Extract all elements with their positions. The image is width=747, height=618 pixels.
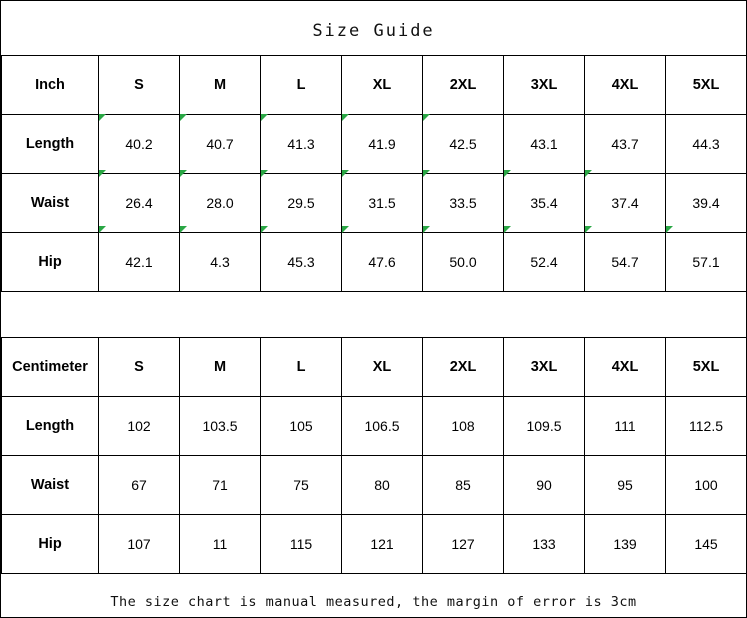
column-header-2xl: 2XL xyxy=(423,56,504,115)
page-title: Size Guide xyxy=(312,21,435,41)
cell-inch-length-s: 40.2 xyxy=(99,115,180,174)
table-row xyxy=(2,456,747,515)
cell-inch-length-m: 40.7 xyxy=(180,115,261,174)
cell-cm-length-l: 105 xyxy=(261,397,342,456)
table-row xyxy=(2,115,747,174)
table-header-row xyxy=(2,56,747,115)
cell-cm-waist-4xl: 95 xyxy=(585,456,666,515)
row-label-length: Length xyxy=(2,115,99,174)
table-row xyxy=(2,174,747,233)
table-row xyxy=(2,397,747,456)
cell-inch-waist-3xl: 35.4 xyxy=(504,174,585,233)
column-header-cm-4xl: 4XL xyxy=(585,338,666,397)
column-header-xl: XL xyxy=(342,56,423,115)
cell-inch-waist-5xl: 39.4 xyxy=(666,174,747,233)
cell-inch-length-2xl: 42.5 xyxy=(423,115,504,174)
cell-cm-waist-s: 67 xyxy=(99,456,180,515)
cell-cm-hip-2xl: 127 xyxy=(423,515,504,574)
row-label-cm-waist: Waist xyxy=(2,456,99,515)
column-header-s: S xyxy=(99,56,180,115)
row-label-cm-hip: Hip xyxy=(2,515,99,574)
cell-inch-waist-m: 28.0 xyxy=(180,174,261,233)
cell-cm-length-5xl: 112.5 xyxy=(666,397,747,456)
column-header-3xl: 3XL xyxy=(504,56,585,115)
cell-cm-length-4xl: 111 xyxy=(585,397,666,456)
cell-cm-length-s: 102 xyxy=(99,397,180,456)
cell-cm-hip-4xl: 139 xyxy=(585,515,666,574)
cell-inch-hip-l: 45.3 xyxy=(261,233,342,292)
cell-inch-waist-l: 29.5 xyxy=(261,174,342,233)
column-header-5xl: 5XL xyxy=(666,56,747,115)
column-header-cm-3xl: 3XL xyxy=(504,338,585,397)
cell-inch-hip-3xl: 52.4 xyxy=(504,233,585,292)
column-header-cm-l: L xyxy=(261,338,342,397)
cell-inch-hip-s: 42.1 xyxy=(99,233,180,292)
table-row xyxy=(2,515,747,574)
cell-inch-waist-4xl: 37.4 xyxy=(585,174,666,233)
column-header-cm-s: S xyxy=(99,338,180,397)
cell-cm-hip-m: 11 xyxy=(180,515,261,574)
cell-cm-waist-5xl: 100 xyxy=(666,456,747,515)
cell-inch-length-4xl: 43.7 xyxy=(585,115,666,174)
column-header-m: M xyxy=(180,56,261,115)
cell-cm-waist-3xl: 90 xyxy=(504,456,585,515)
table-row xyxy=(2,233,747,292)
cell-cm-hip-3xl: 133 xyxy=(504,515,585,574)
cell-cm-length-xl: 106.5 xyxy=(342,397,423,456)
cell-cm-hip-xl: 121 xyxy=(342,515,423,574)
cell-inch-length-5xl: 44.3 xyxy=(666,115,747,174)
column-header-cm-xl: XL xyxy=(342,338,423,397)
cell-cm-length-m: 103.5 xyxy=(180,397,261,456)
column-header-cm-2xl: 2XL xyxy=(423,338,504,397)
cell-inch-length-3xl: 43.1 xyxy=(504,115,585,174)
cell-cm-hip-s: 107 xyxy=(99,515,180,574)
cell-cm-waist-xl: 80 xyxy=(342,456,423,515)
row-label-hip: Hip xyxy=(2,233,99,292)
size-table-inch xyxy=(1,55,747,292)
cell-cm-hip-5xl: 145 xyxy=(666,515,747,574)
unit-label-centimeter: Centimeter xyxy=(2,338,99,397)
cell-inch-length-l: 41.3 xyxy=(261,115,342,174)
row-label-waist: Waist xyxy=(2,174,99,233)
column-header-4xl: 4XL xyxy=(585,56,666,115)
cell-inch-hip-2xl: 50.0 xyxy=(423,233,504,292)
measurement-note: The size chart is manual measured, the margin of error is 3cm xyxy=(110,594,637,610)
cell-inch-waist-2xl: 33.5 xyxy=(423,174,504,233)
cell-inch-length-xl: 41.9 xyxy=(342,115,423,174)
cell-inch-hip-4xl: 54.7 xyxy=(585,233,666,292)
cell-cm-length-3xl: 109.5 xyxy=(504,397,585,456)
cell-inch-hip-m: 4.3 xyxy=(180,233,261,292)
size-table-centimeter xyxy=(1,337,747,574)
cell-cm-waist-2xl: 85 xyxy=(423,456,504,515)
cell-inch-waist-s: 26.4 xyxy=(99,174,180,233)
cell-inch-waist-xl: 31.5 xyxy=(342,174,423,233)
cell-cm-hip-l: 115 xyxy=(261,515,342,574)
unit-label-inch: Inch xyxy=(2,56,99,115)
cell-cm-waist-l: 75 xyxy=(261,456,342,515)
cell-inch-hip-xl: 47.6 xyxy=(342,233,423,292)
table-header-row xyxy=(2,338,747,397)
row-label-cm-length: Length xyxy=(2,397,99,456)
cell-cm-length-2xl: 108 xyxy=(423,397,504,456)
cell-inch-hip-5xl: 57.1 xyxy=(666,233,747,292)
column-header-cm-m: M xyxy=(180,338,261,397)
column-header-l: L xyxy=(261,56,342,115)
column-header-cm-5xl: 5XL xyxy=(666,338,747,397)
table-gap xyxy=(1,292,746,337)
cell-cm-waist-m: 71 xyxy=(180,456,261,515)
